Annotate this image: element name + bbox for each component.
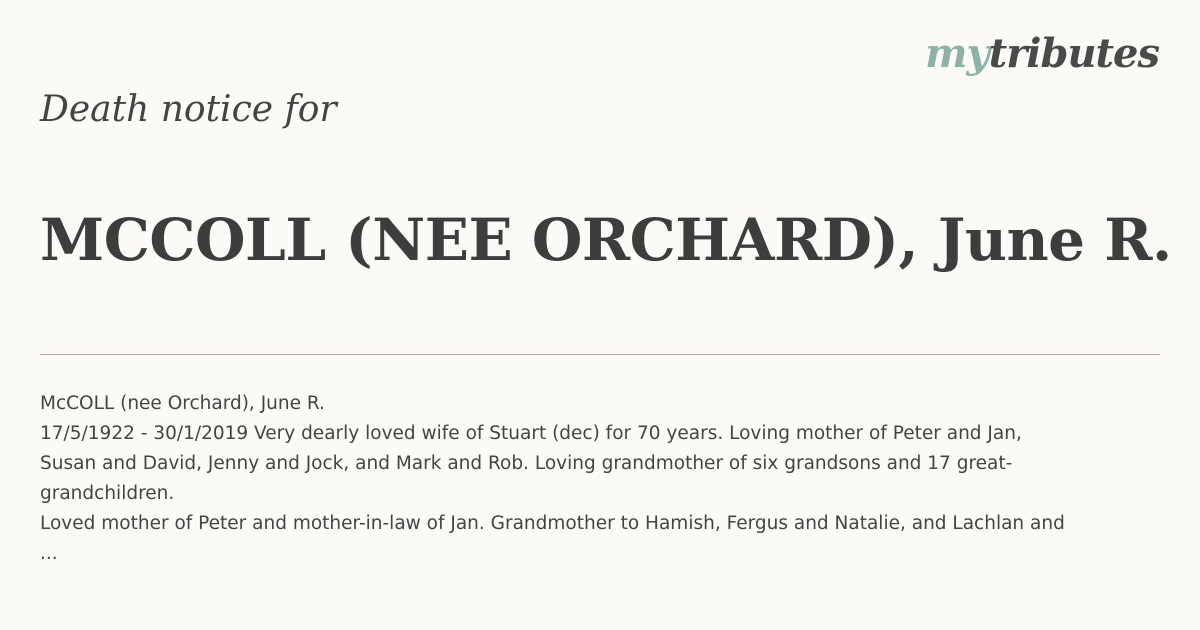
notice-body-line: grandchildren. xyxy=(40,483,175,504)
notice-body-line: Susan and David, Jenny and Jock, and Mark and Rob. Loving grandmother of six grandsons and 17 great- xyxy=(40,453,1013,474)
notice-intro-heading: Death notice for xyxy=(40,89,337,130)
notice-body-line: McCOLL (nee Orchard), June R. xyxy=(40,393,325,414)
notice-body-line: 17/5/1922 - 30/1/2019 Very dearly loved wife of Stuart (dec) for 70 years. Loving mother of Peter and Jan, xyxy=(40,423,1022,444)
logo-tributes-text: tributes xyxy=(988,30,1159,77)
logo-my-text: my xyxy=(925,30,989,77)
deceased-name-title: MCCOLL (NEE ORCHARD), June R. xyxy=(40,206,1172,274)
section-divider xyxy=(40,354,1160,355)
notice-body-line: Loved mother of Peter and mother-in-law of Jan. Grandmother to Hamish, Fergus and Natalie, and Lachlan and xyxy=(40,513,1065,534)
notice-body-ellipsis: ... xyxy=(40,543,58,564)
mytributes-logo[interactable] xyxy=(925,30,1159,77)
notice-body xyxy=(40,389,1170,569)
